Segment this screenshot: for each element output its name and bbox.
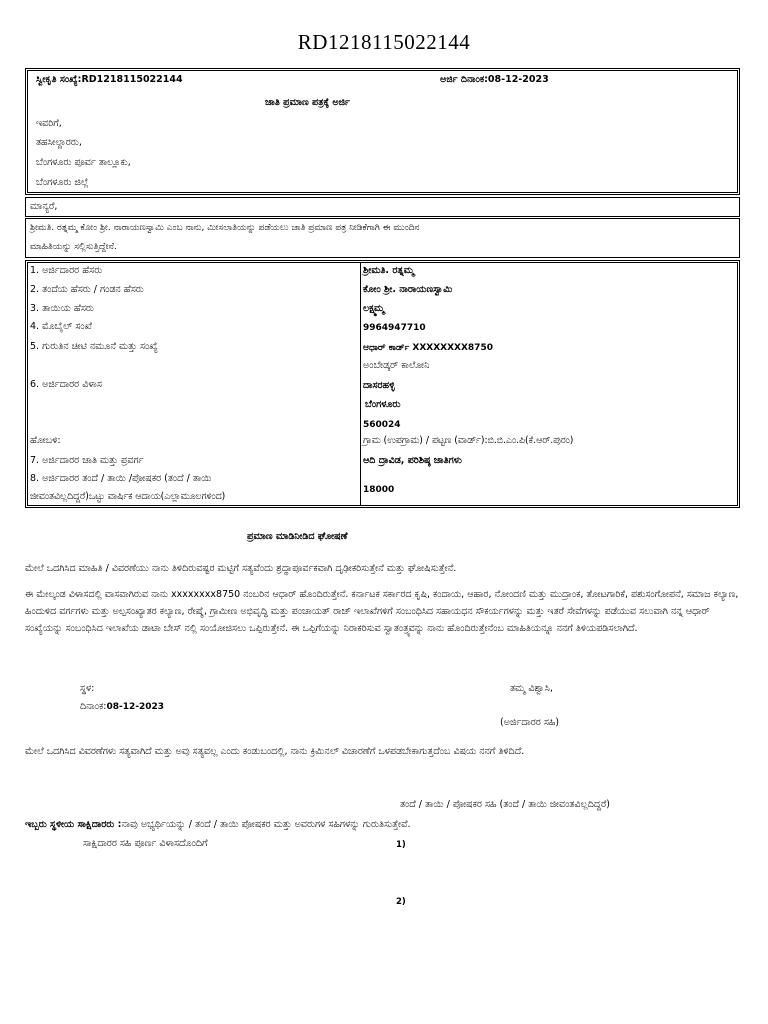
applicant-signature: (ಅರ್ಜಿದಾರರ ಸಹಿ) — [500, 717, 560, 728]
acknowledgement-number: ಸ್ವೀಕೃತಿ ಸಂಖ್ಯೆ:RD1218115022144 — [36, 74, 183, 85]
address-to: ಇವರಿಗೆ, — [36, 118, 62, 129]
salutation-box — [25, 197, 740, 217]
witness-signature-label: ಸಾಕ್ಷಿದಾರರ ಸಹಿ ಪೂರ್ಣ ವಿಳಾಸದೊಂದಿಗೆ — [83, 838, 208, 849]
declaration-date-label: ದಿನಾಂಕ: — [80, 701, 107, 712]
address-line-2: ದಾಸರಹಳ್ಳಿ — [363, 380, 395, 391]
request-line-2: ಮಾಹಿತಿಯನ್ನು ಸಲ್ಲಿಸುತ್ತಿದ್ದೇನೆ. — [30, 242, 117, 252]
witness-1: 1) — [396, 840, 406, 850]
mobile-number: 9964947710 — [363, 323, 426, 333]
place-label: ಸ್ಥಳ: — [80, 683, 95, 694]
request-line-1: ಶ್ರೀಮತಿ. ರತ್ನಮ್ಮ ಕೋಂ ಶ್ರೀ. ನಾರಾಯಣಸ್ವಾಮಿ ಎಂಬ ನಾನು, ಮೀಸಲಾತಿಯನ್ನು ಪಡೆಯಲು ಜಾತಿ ಪ್ರಮಾಣ ಪತ್ರ ನೀಡಿಕೆಗಾಗಿ ಈ ಮುಂದಿನ — [30, 223, 420, 233]
father-husband-name: ಕೋಂ ಶ್ರೀ. ನಾರಾಯಣಸ್ವಾಮಿ — [363, 284, 453, 295]
witness-label: ಇಬ್ಬರು ಸ್ಥಳೀಯ ಸಾಕ್ಷಿದಾರರು : — [25, 819, 122, 830]
address-line-4: 560024 — [363, 420, 401, 430]
declaration-paragraph-2: ಈ ಮೇಲ್ಕಂಡ ವಿಳಾಸದಲ್ಲಿ ವಾಸವಾಗಿರುವ ನಾನು xxxxxxxx8750 ನಂಬರಿನ ಆಧಾರ್ ಹೊಂದಿರುತ್ತೇನೆ. ಕರ್ನಾಟಕ ಸರ್ಕಾರದ ಕೃಷಿ, ಕಂದಾಯ, ಆಹಾರ, ನೋಂದಣಿ ಮತ್ತು ಮುದ್ರಾಂಕ, ತೋಟಗಾರಿಕೆ, ಪಶುಸಂಗೋಪನೆ, ಸಮಾಜ ಕಲ್ಯಾಣ, ಹಿಂದುಳಿದ ವರ್ಗಗಳು ಮತ್ತು ಅಲ್ಪಸಂಖ್ಯಾತರ ಕಲ್ಯಾಣ, ರೇಷ್ಮೆ, ಗ್ರಾಮೀಣ ಅಭಿವೃದ್ಧಿ ಮತ್ತು ಪಂಚಾಯತ್ ರಾಜ್ ಇಲಾಖೆಗಳಿಗೆ ಸಂಬಂಧಿಸಿದ ಸಹಾಯಧನ ಸೌಕರ್ಯಗಳನ್ನು ಮತ್ತು ಇತರೆ ಸೇವೆಗಳನ್ನು ಪಡೆಯುವ ಸಲುವಾಗಿ ನನ್ನ ಆಧಾರ್ ಸಂಖ್ಯೆಯನ್ನು ಸಂಬಂಧಿಸಿದ ಇಲಾಖೆಯ ಡಾಟಾ ಬೇಸ್ ನಲ್ಲಿ ಸಂಯೋಜಿಸಲು ಒಪ್ಪಿರುತ್ತೇನೆ. ಈ ಒಪ್ಪಿಗೆಯನ್ನು ನಿರಾಕರಿಸುವ ಸ್ವಾತಂತ್ರ್ಯವನ್ನು ನಾನು ಹೊಂದಿರುತ್ತೇನೆಂಬ ಮಾಹಿತಿಯನ್ನೂ ನನಗೆ ತಿಳಿಯಪಡಿಸಲಾಗಿದೆ. — [25, 589, 739, 634]
income-label-line-1: 8. ಅರ್ಜಿದಾರರ ತಂದೆ / ತಾಯಿ /ಪೋಷಕರ (ತಂದೆ / ತಾಯಿ — [30, 473, 212, 484]
address-line-1: ಅಂಬೇಡ್ಕರ್ ಕಾಲೋನಿ — [363, 360, 430, 371]
yours-faithfully: ತಮ್ಮ ವಿಶ್ವಾಸಿ, — [510, 683, 553, 694]
witness-text: ನಾವು ಅಭ್ಯರ್ಥಿಯನ್ನು / ತಂದೆ / ತಾಯಿ ಪೋಷಕರ ಮತ್ತು ಅವರುಗಳ ಸಹಿಗಳನ್ನು ಗುರುತಿಸುತ್ತೇವೆ. — [121, 819, 411, 830]
form-title: ಜಾತಿ ಪ್ರಮಾಣ ಪತ್ರಕ್ಕೆ ಅರ್ಜಿ — [265, 97, 350, 108]
caste-label: 7. ಅರ್ಜಿದಾರರ ಜಾತಿ ಮತ್ತು ಪ್ರವರ್ಗ — [30, 455, 144, 466]
hobli-value: ಗ್ರಾಮ (ಉಪಗ್ರಾಮ) / ಪಟ್ಟಣ (ವಾರ್ಡ್):ಬಿ.ಬಿ.ಎಂ.ಪಿ(ಕೆ.ಆರ್.ಪುರಂ) — [363, 435, 574, 446]
mother-name-label: 3. ತಾಯಿಯ ಹೆಸರು — [30, 303, 94, 314]
salutation: ಮಾನ್ಯರೆ, — [30, 201, 58, 212]
income-label-line-2: ಜೀವಂತವಿಲ್ಲದಿದ್ದರೆ)ಒಟ್ಟು ವಾರ್ಷಿಕ ಆದಾಯ(ಎಲ್ಲಾಮೂಲಗಳಿಂದ) — [30, 491, 226, 502]
declaration-date-value: 08-12-2023 — [106, 702, 165, 712]
witness-statement — [25, 818, 411, 832]
mobile-label: 4. ಮೊಬೈಲ್ ಸಂಖೆ — [30, 321, 92, 332]
income-value: 18000 — [363, 485, 395, 495]
father-husband-label: 2. ತಂದೆಯ ಹೆಸರು / ಗಂಡನ ಹೆಸರು — [30, 284, 144, 295]
address-taluk: ಬೆಂಗಳೂರು ಪೂರ್ವ ತಾಲ್ಲೂಕು, — [36, 157, 131, 168]
parent-signature: ತಂದೆ / ತಾಯಿ / ಪೋಷಕರ ಸಹಿ (ತಂದೆ / ತಾಯಿ ಜೀವಂತವಿಲ್ಲದಿದ್ದರೆ) — [400, 799, 610, 810]
witness-2: 2) — [396, 897, 406, 907]
address-district: ಬೆಂಗಳೂರು ಜಿಲ್ಲೆ — [36, 177, 89, 188]
document-title: RD1218115022144 — [297, 30, 471, 54]
declaration-paragraph-1: ಮೇಲೆ ಒದಗಿಸಿದ ಮಾಹಿತಿ / ವಿವರಣೆಯು ನಾನು ತಿಳಿದಿರುವಷ್ಟರ ಮಟ್ಟಿಗೆ ಸತ್ಯವೆಂದು ಶ್ರದ್ಧಾಪೂರ್ವಕವಾಗಿ ದೃಢೀಕರಿಸುತ್ತೇನೆ ಮತ್ತು ಘೋಷಿಸುತ್ತೇನೆ. — [25, 563, 457, 574]
header-inner-box — [27, 70, 738, 193]
address-line-3: ಬೆಂಗಳೂರು — [365, 399, 401, 410]
details-table-divider — [360, 262, 361, 505]
declaration-paragraph-3: ಮೇಲೆ ಒದಗಿಸಿದ ವಿವರಣೆಗಳು ಸತ್ಯವಾಗಿದೆ ಮತ್ತು ಅವು ಸತ್ಯವಲ್ಲ ಎಂದು ಕಂಡುಬಂದಲ್ಲಿ, ನಾನು ಕ್ರಿಮಿನಲ್ ವಿಚಾರಣೆಗೆ ಒಳಪಡಬೇಕಾಗುತ್ತದೆಂಬ ವಿಷಯ ನನಗೆ ತಿಳಿದಿದೆ. — [25, 746, 525, 757]
applicant-name-label: 1. ಅರ್ಜಿದಾರರ ಹೆಸರು — [30, 265, 103, 276]
declaration-date — [80, 700, 164, 714]
declaration-title: ಪ್ರಮಾಣ ಮಾಡಿನೀಡಿದ ಘೋಷಣೆ — [247, 531, 348, 542]
id-card-label: 5. ಗುರುತಿನ ಚೀಟಿ ನಮೂನೆ ಮತ್ತು ಸಂಖ್ಯೆ — [30, 341, 158, 352]
hobli-label: ಹೋಬಳಿ: — [30, 435, 61, 446]
applicant-address-label: 6. ಅರ್ಜಿದಾರರ ವಿಳಾಸ — [30, 379, 102, 390]
caste-value: ಆದಿ ದ್ರಾವಿಡ, ಪರಿಶಿಷ್ಠ ಜಾತಿಗಳು — [363, 455, 462, 466]
id-card-value: ಆಧಾರ್ ಕಾರ್ಡ್ XXXXXXXX8750 — [363, 343, 493, 353]
applicant-name: ಶ್ರೀಮತಿ. ರತ್ನಮ್ಮ — [363, 265, 415, 276]
mother-name: ಲಕ್ಷ್ಮಮ್ಮ — [363, 303, 385, 314]
address-officer: ತಹಸೀಲ್ದಾರರು, — [36, 137, 82, 148]
application-date: ಅರ್ಜಿ ದಿನಾಂಕ:08-12-2023 — [440, 74, 549, 85]
